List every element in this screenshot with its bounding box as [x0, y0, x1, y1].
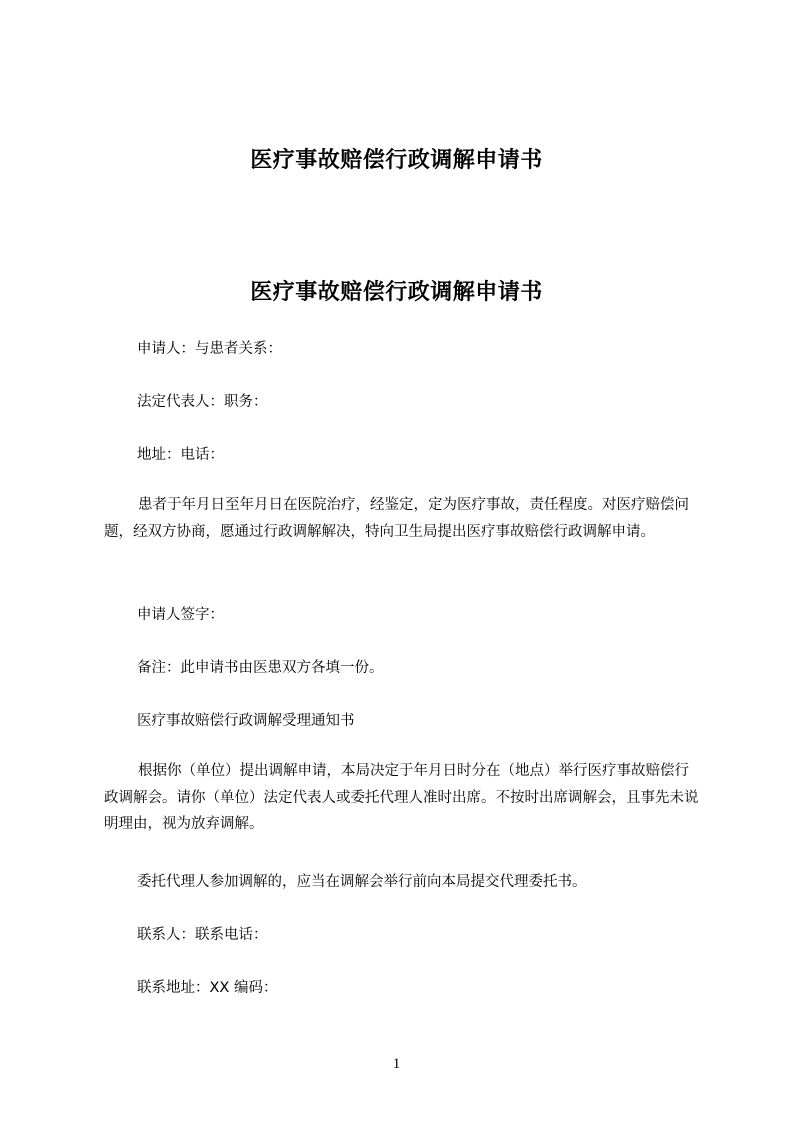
- note-line: 备注：此申请书由医患双方各填一份。: [137, 660, 384, 676]
- application-paragraph-text: 患者于年月日至年月日在医院治疗，经鉴定，定为医疗事故，责任程度。对医疗赔偿问题，经双方协商，愿通过行政调解解决，特向卫生局提出医疗事故赔偿行政调解申请。: [104, 497, 689, 540]
- notice-paragraph-text: 根据你（单位）提出调解申请，本局决定于年月日时分在（地点）举行医疗事故赔偿行政调解会。请你（单位）法定代表人或委托代理人准时出席。不按时出席调解会，且事先未说明理由，视为放弃调解。: [104, 763, 699, 832]
- address-line: 地址：电话：: [137, 447, 224, 463]
- agent-line: 委托代理人参加调解的，应当在调解会举行前向本局提交代理委托书。: [137, 874, 587, 890]
- document-main-title: 医疗事故赔偿行政调解申请书: [250, 280, 543, 305]
- notice-paragraph: [104, 758, 700, 838]
- notice-title: 医疗事故赔偿行政调解受理通知书: [137, 713, 355, 729]
- contact-line: 联系人：联系电话：: [137, 927, 268, 943]
- application-paragraph: [104, 492, 700, 545]
- page-number: 1: [392, 1056, 401, 1072]
- signature-line: 申请人签字：: [137, 607, 224, 623]
- contact-address-line: 联系地址：XX 编码：: [137, 980, 278, 996]
- document-header-title: 医疗事故赔偿行政调解申请书: [250, 148, 543, 173]
- applicant-line: 申请人：与患者关系：: [137, 341, 282, 357]
- legal-representative-line: 法定代表人：职务：: [137, 394, 268, 410]
